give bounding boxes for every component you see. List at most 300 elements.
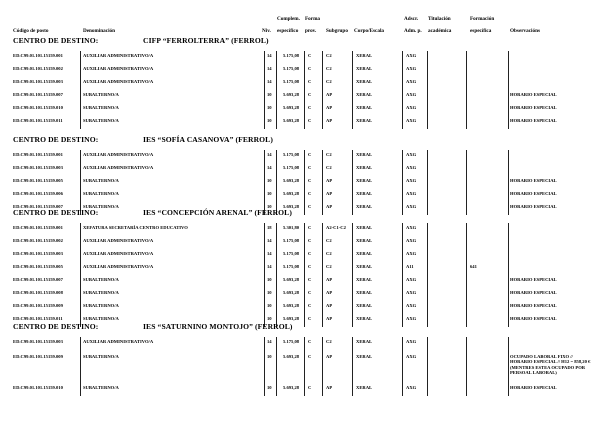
cell-denomination: SUBALTERNO/A <box>83 92 119 97</box>
cell-observations: HORARIO ESPECIAL <box>510 191 557 196</box>
header-formacion-top: Formación <box>470 16 495 22</box>
cell-level: 18 <box>267 225 272 230</box>
column-divider <box>427 249 428 262</box>
column-divider <box>80 103 81 116</box>
column-divider <box>322 189 323 202</box>
column-divider <box>402 350 403 383</box>
cell-adscription: AXG <box>406 66 417 71</box>
cell-level: 14 <box>267 152 272 157</box>
cell-level: 10 <box>267 316 272 321</box>
cell-provision-form: C <box>308 92 312 97</box>
centro-name: IES “SOFÍA CASANOVA” (FERROL) <box>143 135 273 144</box>
column-divider <box>352 275 353 288</box>
cell-adscription: AXG <box>406 290 417 295</box>
cell-provision-form: C <box>308 105 312 110</box>
cell-level: 10 <box>267 105 272 110</box>
cell-denomination: AUXILIAR ADMINISTRATIVO/A <box>83 238 154 243</box>
column-divider <box>508 350 509 383</box>
cell-subgroup: C2 <box>326 238 332 243</box>
column-divider <box>322 275 323 288</box>
column-divider <box>508 249 509 262</box>
cell-specific-complement: 5.693,28 <box>283 105 300 110</box>
column-divider <box>80 189 81 202</box>
cell-subgroup: AP <box>326 118 333 123</box>
cell-specific-complement: 5.693,28 <box>283 385 300 390</box>
cell-denomination: SUBALTERNO/A <box>83 118 119 123</box>
cell-specific-complement: 5.693,28 <box>283 277 300 282</box>
column-divider <box>304 249 305 262</box>
column-divider <box>322 163 323 176</box>
cell-corps-scale: XERAL <box>356 339 373 344</box>
cell-denomination: SUBALTERNO/A <box>83 385 119 390</box>
column-divider <box>80 77 81 90</box>
table-body <box>0 337 615 396</box>
cell-corps-scale: XERAL <box>356 105 373 110</box>
column-divider <box>466 77 467 90</box>
column-divider <box>352 202 353 215</box>
column-divider <box>264 51 265 64</box>
cell-observations: HORARIO ESPECIAL <box>510 316 557 321</box>
column-divider <box>466 314 467 327</box>
cell-level: 10 <box>267 277 272 282</box>
column-divider <box>276 275 277 288</box>
column-divider <box>80 301 81 314</box>
cell-specific-complement: 5.175,08 <box>283 251 300 256</box>
table-row <box>0 275 615 288</box>
column-divider <box>322 64 323 77</box>
cell-subgroup: C2 <box>326 66 332 71</box>
cell-corps-scale: XERAL <box>356 290 373 295</box>
cell-observations: HORARIO ESPECIAL <box>510 290 557 295</box>
column-divider <box>80 116 81 129</box>
column-divider <box>322 236 323 249</box>
column-divider <box>402 90 403 103</box>
cell-level: 10 <box>267 290 272 295</box>
column-divider <box>276 176 277 189</box>
destino-label: CENTRO DE DESTINO: <box>13 322 99 331</box>
cell-subgroup: AP <box>326 105 333 110</box>
cell-specific-complement: 5.693,28 <box>283 191 300 196</box>
column-divider <box>304 350 305 383</box>
cell-observations: HORARIO ESPECIAL <box>510 178 557 183</box>
column-divider <box>466 262 467 275</box>
column-divider <box>276 350 277 383</box>
cell-specific-training: 641 <box>470 264 477 269</box>
cell-denomination: XEFATURA SECRETARÍA CENTRO EDUCATIVO <box>83 225 188 230</box>
cell-position-code: ED.C99.01.101.15159.002 <box>13 66 63 71</box>
cell-adscription: AXG <box>406 316 417 321</box>
cell-subgroup: AP <box>326 316 333 321</box>
cell-denomination: AUXILIAR ADMINISTRATIVO/A <box>83 251 154 256</box>
table-row <box>0 163 615 176</box>
column-divider <box>276 90 277 103</box>
cell-specific-complement: 5.175,08 <box>283 264 300 269</box>
column-divider <box>304 288 305 301</box>
cell-level: 14 <box>267 79 272 84</box>
column-divider <box>427 236 428 249</box>
cell-subgroup: AP <box>326 290 333 295</box>
table-row <box>0 383 615 396</box>
column-divider <box>508 150 509 163</box>
column-divider <box>276 236 277 249</box>
cell-position-code: ED.C99.01.101.15159.008 <box>13 290 63 295</box>
cell-adscription: AXG <box>406 238 417 243</box>
cell-corps-scale: XERAL <box>356 53 373 58</box>
column-divider <box>352 262 353 275</box>
header-adscr-top: Adscr. <box>404 16 419 22</box>
column-divider <box>80 223 81 236</box>
column-divider <box>427 301 428 314</box>
column-divider <box>264 103 265 116</box>
cell-adscription: AXG <box>406 165 417 170</box>
column-divider <box>466 288 467 301</box>
cell-position-code: ED.C99.01.101.15159.001 <box>13 53 63 58</box>
cell-denomination: SUBALTERNO/A <box>83 204 119 209</box>
cell-corps-scale: XERAL <box>356 238 373 243</box>
column-divider <box>264 116 265 129</box>
column-divider <box>508 262 509 275</box>
header-adscr-bottom: Adm. p. <box>404 28 422 34</box>
cell-denomination: AUXILIAR ADMINISTRATIVO/A <box>83 339 154 344</box>
column-divider <box>80 150 81 163</box>
column-divider <box>304 77 305 90</box>
column-divider <box>508 275 509 288</box>
column-divider <box>264 301 265 314</box>
table-row <box>0 350 615 383</box>
table-row <box>0 176 615 189</box>
cell-corps-scale: XERAL <box>356 92 373 97</box>
cell-adscription: AXG <box>406 339 417 344</box>
column-divider <box>427 51 428 64</box>
cell-position-code: ED.C99.01.101.15159.003 <box>13 339 63 344</box>
header-formacion-bottom: específica <box>470 28 492 34</box>
column-divider <box>352 189 353 202</box>
cell-subgroup: AP <box>326 277 333 282</box>
column-divider <box>276 249 277 262</box>
cell-position-code: ED.C99.01.101.15159.011 <box>13 316 63 321</box>
column-divider <box>264 77 265 90</box>
cell-position-code: ED.C99.01.101.15159.003 <box>13 79 63 84</box>
cell-subgroup: C2 <box>326 264 332 269</box>
column-divider <box>402 314 403 327</box>
column-divider <box>264 337 265 350</box>
table-row <box>0 90 615 103</box>
cell-specific-complement: 5.693,28 <box>283 92 300 97</box>
cell-level: 10 <box>267 303 272 308</box>
cell-provision-form: C <box>308 191 312 196</box>
cell-position-code: ED.C99.01.101.15159.001 <box>13 152 63 157</box>
cell-subgroup: C2 <box>326 79 332 84</box>
column-divider <box>276 189 277 202</box>
section-title <box>13 36 269 45</box>
cell-corps-scale: XERAL <box>356 152 373 157</box>
column-divider <box>352 51 353 64</box>
centro-name: IES “CONCEPCIÓN ARENAL” (FERROL) <box>143 208 292 217</box>
cell-subgroup: AP <box>326 191 333 196</box>
cell-corps-scale: XERAL <box>356 165 373 170</box>
cell-provision-form: C <box>308 66 312 71</box>
column-divider <box>322 116 323 129</box>
column-divider <box>466 189 467 202</box>
column-divider <box>466 236 467 249</box>
table-body <box>0 51 615 129</box>
column-divider <box>276 64 277 77</box>
table-row <box>0 249 615 262</box>
column-divider <box>402 51 403 64</box>
table-row <box>0 288 615 301</box>
cell-provision-form: C <box>308 118 312 123</box>
column-divider <box>427 189 428 202</box>
column-divider <box>80 176 81 189</box>
column-divider <box>466 350 467 383</box>
column-divider <box>427 176 428 189</box>
cell-corps-scale: XERAL <box>356 225 373 230</box>
column-divider <box>80 383 81 396</box>
cell-corps-scale: XERAL <box>356 264 373 269</box>
column-divider <box>352 77 353 90</box>
centro-name: IES “SATURNINO MONTOJO” (FERROL) <box>143 322 293 331</box>
cell-level: 14 <box>267 264 272 269</box>
column-divider <box>508 163 509 176</box>
cell-level: 14 <box>267 66 272 71</box>
cell-specific-complement: 5.175,08 <box>283 53 300 58</box>
cell-observations: OCUPADO LABORAL FIXO // HORARIO ESPECIAL // H12 = 858,20 € (MENTRES ESTEA OCUPADO POR PERSOAL LABORAL) <box>510 354 591 375</box>
cell-specific-complement: 5.175,08 <box>283 238 300 243</box>
cell-observations: HORARIO ESPECIAL <box>510 303 557 308</box>
column-divider <box>402 236 403 249</box>
column-divider <box>322 51 323 64</box>
centro-name: CIFP “FERROLTERRA” (FERROL) <box>143 36 269 45</box>
column-divider <box>402 301 403 314</box>
column-divider <box>352 249 353 262</box>
cell-subgroup: C2 <box>326 53 332 58</box>
cell-specific-complement: 5.693,28 <box>283 316 300 321</box>
cell-corps-scale: XERAL <box>356 277 373 282</box>
column-divider <box>80 288 81 301</box>
cell-denomination: AUXILIAR ADMINISTRATIVO/A <box>83 79 154 84</box>
cell-level: 10 <box>267 204 272 209</box>
column-divider <box>264 383 265 396</box>
cell-specific-complement: 5.693,28 <box>283 290 300 295</box>
cell-specific-complement: 5.175,08 <box>283 66 300 71</box>
cell-adscription: AXG <box>406 118 417 123</box>
cell-corps-scale: XERAL <box>356 66 373 71</box>
cell-denomination: AUXILIAR ADMINISTRATIVO/A <box>83 264 154 269</box>
column-divider <box>466 301 467 314</box>
column-divider <box>508 314 509 327</box>
column-divider <box>80 275 81 288</box>
cell-level: 14 <box>267 238 272 243</box>
column-divider <box>276 163 277 176</box>
cell-provision-form: C <box>308 354 312 359</box>
column-divider <box>264 163 265 176</box>
cell-denomination: SUBALTERNO/A <box>83 303 119 308</box>
column-divider <box>80 249 81 262</box>
cell-denomination: SUBALTERNO/A <box>83 191 119 196</box>
column-divider <box>352 383 353 396</box>
column-divider <box>276 51 277 64</box>
column-divider <box>466 202 467 215</box>
column-divider <box>264 176 265 189</box>
destino-label: CENTRO DE DESTINO: <box>13 208 99 217</box>
column-divider <box>508 64 509 77</box>
cell-position-code: ED.C99.01.101.15159.003 <box>13 165 63 170</box>
cell-position-code: ED.C99.01.101.15159.007 <box>13 204 63 209</box>
cell-position-code: ED.C99.01.101.15159.007 <box>13 92 63 97</box>
column-divider <box>352 103 353 116</box>
column-divider <box>508 103 509 116</box>
cell-specific-complement: 5.693,28 <box>283 354 300 359</box>
table-row <box>0 77 615 90</box>
cell-adscription: AXG <box>406 152 417 157</box>
column-divider <box>352 150 353 163</box>
column-divider <box>427 202 428 215</box>
column-divider <box>402 249 403 262</box>
cell-denomination: AUXILIAR ADMINISTRATIVO/A <box>83 66 154 71</box>
column-divider <box>276 223 277 236</box>
cell-provision-form: C <box>308 277 312 282</box>
cell-observations: HORARIO ESPECIAL <box>510 204 557 209</box>
column-divider <box>352 64 353 77</box>
column-divider <box>276 337 277 350</box>
section-title <box>13 322 293 331</box>
column-divider <box>427 103 428 116</box>
table-row <box>0 337 615 350</box>
column-divider <box>508 189 509 202</box>
column-divider <box>322 288 323 301</box>
table-header <box>0 14 615 34</box>
column-divider <box>322 103 323 116</box>
column-divider <box>352 288 353 301</box>
header-titulacion-top: Titulación <box>428 16 451 22</box>
cell-position-code: ED.C99.01.101.15159.005 <box>13 178 63 183</box>
cell-specific-complement: 5.175,08 <box>283 152 300 157</box>
destino-label: CENTRO DE DESTINO: <box>13 36 99 45</box>
cell-level: 14 <box>267 165 272 170</box>
header-denominacion: Denominación <box>83 28 115 34</box>
column-divider <box>264 350 265 383</box>
cell-level: 10 <box>267 178 272 183</box>
column-divider <box>276 262 277 275</box>
column-divider <box>304 275 305 288</box>
table-row <box>0 301 615 314</box>
column-divider <box>304 176 305 189</box>
column-divider <box>466 90 467 103</box>
column-divider <box>427 337 428 350</box>
cell-specific-complement: 5.175,08 <box>283 79 300 84</box>
cell-provision-form: C <box>308 53 312 58</box>
column-divider <box>508 51 509 64</box>
cell-level: 10 <box>267 385 272 390</box>
column-divider <box>304 116 305 129</box>
column-divider <box>304 103 305 116</box>
cell-level: 14 <box>267 339 272 344</box>
header-codigo: Código de posto <box>13 28 49 34</box>
header-forma-top: Forma <box>305 16 320 22</box>
column-divider <box>264 288 265 301</box>
header-subgrupo: Subgrupo <box>326 28 348 34</box>
column-divider <box>402 150 403 163</box>
column-divider <box>322 202 323 215</box>
column-divider <box>322 150 323 163</box>
column-divider <box>264 64 265 77</box>
column-divider <box>352 116 353 129</box>
column-divider <box>264 90 265 103</box>
column-divider <box>276 288 277 301</box>
cell-subgroup: AP <box>326 92 333 97</box>
cell-corps-scale: XERAL <box>356 303 373 308</box>
cell-position-code: ED.C99.01.101.15159.002 <box>13 238 63 243</box>
cell-provision-form: C <box>308 316 312 321</box>
column-divider <box>402 262 403 275</box>
cell-provision-form: C <box>308 238 312 243</box>
cell-denomination: SUBALTERNO/A <box>83 178 119 183</box>
column-divider <box>402 103 403 116</box>
cell-corps-scale: XERAL <box>356 118 373 123</box>
column-divider <box>427 64 428 77</box>
column-divider <box>322 223 323 236</box>
cell-provision-form: C <box>308 385 312 390</box>
column-divider <box>427 383 428 396</box>
column-divider <box>402 288 403 301</box>
column-divider <box>304 223 305 236</box>
column-divider <box>304 202 305 215</box>
column-divider <box>466 64 467 77</box>
cell-subgroup: C2 <box>326 152 332 157</box>
column-divider <box>352 163 353 176</box>
column-divider <box>304 314 305 327</box>
header-complemento-top: Complem. <box>277 16 300 22</box>
column-divider <box>466 103 467 116</box>
column-divider <box>322 350 323 383</box>
column-divider <box>322 90 323 103</box>
column-divider <box>508 77 509 90</box>
section-title <box>13 208 292 217</box>
table-row <box>0 223 615 236</box>
cell-specific-complement: 5.175,08 <box>283 165 300 170</box>
column-divider <box>427 163 428 176</box>
cell-position-code: ED.C99.01.101.15159.005 <box>13 264 63 269</box>
cell-position-code: ED.C99.01.101.15159.001 <box>13 225 63 230</box>
cell-adscription: AXG <box>406 204 417 209</box>
column-divider <box>304 150 305 163</box>
column-divider <box>304 51 305 64</box>
column-divider <box>352 337 353 350</box>
column-divider <box>466 249 467 262</box>
header-forma-bottom: prov. <box>305 28 317 34</box>
column-divider <box>402 189 403 202</box>
cell-adscription: AXG <box>406 105 417 110</box>
column-divider <box>402 275 403 288</box>
column-divider <box>352 90 353 103</box>
cell-provision-form: C <box>308 204 312 209</box>
column-divider <box>352 301 353 314</box>
cell-specific-complement: 5.693,28 <box>283 204 300 209</box>
column-divider <box>402 116 403 129</box>
column-divider <box>80 51 81 64</box>
cell-provision-form: C <box>308 165 312 170</box>
cell-subgroup: AP <box>326 303 333 308</box>
column-divider <box>508 236 509 249</box>
cell-subgroup: C2 <box>326 251 332 256</box>
cell-provision-form: C <box>308 225 312 230</box>
destino-label: CENTRO DE DESTINO: <box>13 135 99 144</box>
cell-denomination: SUBALTERNO/A <box>83 316 119 321</box>
table-body <box>0 223 615 327</box>
column-divider <box>322 337 323 350</box>
cell-denomination: SUBALTERNO/A <box>83 277 119 282</box>
cell-position-code: ED.C99.01.101.15159.009 <box>13 354 63 359</box>
